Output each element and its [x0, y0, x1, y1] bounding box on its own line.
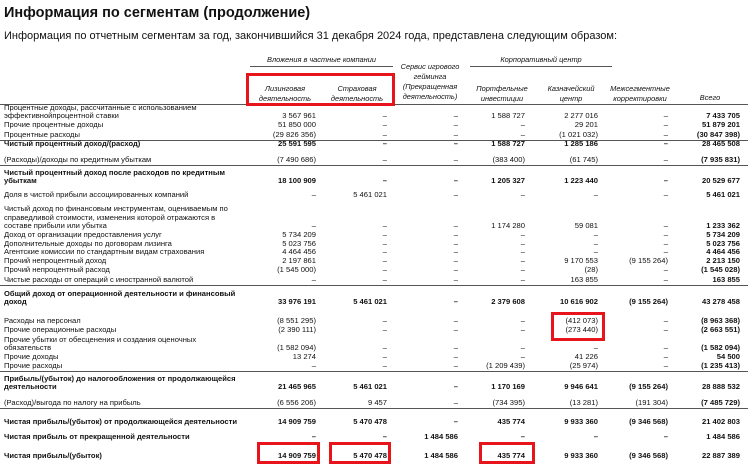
- cell-portfolio: –: [520, 256, 525, 266]
- cell-total: (7 485 729): [701, 398, 740, 408]
- cell-interseg: –: [663, 316, 668, 326]
- cell-portfolio: 435 774: [497, 451, 525, 461]
- cell-total: 28 888 532: [701, 382, 740, 392]
- cell-interseg: (191 304): [635, 398, 668, 408]
- row-label: Чистая прибыль/(убыток) от продолжающейся деятельности: [4, 417, 238, 427]
- cell-total: (1 235 413): [701, 361, 740, 371]
- cell-leasing: –: [311, 432, 316, 442]
- cell-portfolio: 1 588 727: [491, 139, 525, 149]
- page-subtitle: Информация по отчетным сегментам за год, закончившийся 31 декабря 2024 года, представлена следующим образом:: [4, 30, 618, 42]
- cell-total: (2 663 551): [701, 325, 740, 335]
- cell-gaming: –: [453, 382, 458, 392]
- cell-leasing: 5 023 756: [282, 239, 316, 249]
- cell-gaming: –: [453, 256, 458, 266]
- cell-treasury: –: [593, 432, 598, 442]
- cell-treasury: –: [593, 230, 598, 240]
- cell-interseg: –: [663, 130, 668, 140]
- cell-treasury: (273 440): [565, 325, 598, 335]
- cell-leasing: (7 490 686): [277, 155, 316, 165]
- cell-insurance: –: [382, 432, 387, 442]
- cell-total: 54 500: [716, 352, 740, 362]
- cell-interseg: –: [663, 343, 668, 353]
- cell-insurance: –: [382, 239, 387, 249]
- cell-total: 5 023 756: [706, 239, 740, 249]
- cell-leasing: 18 100 909: [277, 176, 316, 186]
- table-row: [0, 399, 748, 409]
- column-header-treasury: Казначейский центр: [547, 84, 595, 103]
- cell-gaming: –: [453, 111, 458, 121]
- highlight-box-net-profit-portfolio: [479, 442, 535, 464]
- cell-insurance: –: [382, 247, 387, 257]
- column-header-total: Всего: [699, 93, 721, 102]
- table-row: [0, 201, 748, 231]
- cell-gaming: –: [453, 239, 458, 249]
- cell-leasing: (1 582 094): [277, 343, 316, 353]
- cell-interseg: –: [663, 120, 668, 130]
- highlight-box-net-profit-leasing: [257, 442, 320, 464]
- cell-leasing: (6 556 206): [277, 398, 316, 408]
- cell-portfolio: –: [520, 316, 525, 326]
- row-label: Чистая прибыль от прекращенной деятельности: [4, 432, 190, 442]
- cell-total: 1 484 586: [706, 432, 740, 442]
- row-label: Общий доход от операционной деятельности и финансовый доход: [4, 288, 238, 307]
- table-row: [0, 433, 748, 442]
- cell-total: (7 935 831): [701, 155, 740, 165]
- column-header-gaming: Сервис игрового гейминга (Прекращенная деятельность): [400, 62, 460, 101]
- row-label: Прочие операционные расходы: [4, 325, 117, 335]
- cell-treasury: 9 946 641: [564, 382, 598, 392]
- cell-leasing: 2 197 861: [282, 256, 316, 266]
- cell-interseg: –: [663, 352, 668, 362]
- cell-treasury: (1 021 032): [559, 130, 598, 140]
- cell-portfolio: –: [520, 432, 525, 442]
- row-label: Прочие расходы: [4, 361, 63, 371]
- row-label: Расходы на персонал: [4, 316, 81, 326]
- cell-treasury: 1 223 440: [564, 176, 598, 186]
- page-title: Информация по сегментам (продолжение): [4, 5, 311, 21]
- cell-interseg: –: [663, 432, 668, 442]
- table-row: [0, 362, 748, 372]
- cell-insurance: –: [382, 343, 387, 353]
- cell-treasury: 29 201: [574, 120, 598, 130]
- cell-interseg: –: [663, 155, 668, 165]
- cell-treasury: –: [593, 190, 598, 200]
- cell-insurance: –: [382, 352, 387, 362]
- cell-treasury: (13 281): [569, 398, 598, 408]
- cell-total: 22 887 389: [701, 451, 740, 461]
- cell-treasury: (25 974): [569, 361, 598, 371]
- cell-gaming: –: [453, 352, 458, 362]
- cell-treasury: (28): [584, 265, 598, 275]
- cell-leasing: 14 909 759: [277, 417, 316, 427]
- cell-insurance: 5 461 021: [353, 190, 387, 200]
- cell-insurance: 5 470 478: [353, 417, 387, 427]
- cell-treasury: 2 277 016: [564, 111, 598, 121]
- cell-treasury: –: [593, 239, 598, 249]
- column-header-interseg: Межсегментные корректировки: [610, 84, 670, 103]
- cell-interseg: –: [663, 247, 668, 257]
- cell-interseg: –: [663, 221, 668, 231]
- table-row: [0, 409, 748, 427]
- row-label: Агентские комиссии по стандартным видам страхования: [4, 247, 205, 257]
- cell-total: (8 963 368): [701, 316, 740, 326]
- table-row: [0, 375, 748, 392]
- cell-total: 163 855: [712, 275, 740, 285]
- group-header-corporate: Корпоративный центр: [470, 55, 612, 67]
- table-row: [0, 121, 748, 130]
- column-header-leasing: Лизинговая деятельность: [258, 84, 312, 103]
- cell-portfolio: –: [520, 230, 525, 240]
- row-label: Чистый процентный доход/(расход): [4, 139, 141, 149]
- cell-leasing: 21 465 965: [277, 382, 316, 392]
- cell-portfolio: 435 774: [497, 417, 525, 427]
- cell-gaming: –: [453, 247, 458, 257]
- cell-interseg: (9 346 568): [629, 417, 668, 427]
- column-header-portfolio: Портфельные инвестиции: [476, 84, 528, 103]
- cell-total: 20 529 677: [701, 176, 740, 186]
- cell-leasing: –: [311, 190, 316, 200]
- group-header-private: Вложения в частные компании: [250, 55, 393, 67]
- cell-treasury: 163 855: [570, 275, 598, 285]
- cell-total: (1 545 028): [701, 265, 740, 275]
- cell-insurance: 5 461 021: [353, 297, 387, 307]
- cell-treasury: –: [593, 247, 598, 257]
- cell-portfolio: –: [520, 352, 525, 362]
- cell-treasury: 59 081: [574, 221, 598, 231]
- cell-leasing: 3 567 961: [282, 111, 316, 121]
- row-label: Прочий непроцентный доход: [4, 256, 107, 266]
- cell-gaming: –: [453, 120, 458, 130]
- cell-gaming: –: [453, 190, 458, 200]
- cell-treasury: (61 745): [569, 155, 598, 165]
- cell-portfolio: –: [520, 325, 525, 335]
- highlight-box-net-profit-insurance: [329, 442, 391, 464]
- row-label: Прочие процентные доходы: [4, 120, 104, 130]
- row-label: Прибыль/(убыток) до налогообложения от продолжающейся деятельности: [4, 373, 238, 392]
- cell-gaming: –: [453, 316, 458, 326]
- cell-gaming: –: [453, 130, 458, 140]
- cell-gaming: –: [453, 221, 458, 231]
- cell-gaming: –: [453, 230, 458, 240]
- cell-treasury: 9 933 360: [564, 451, 598, 461]
- cell-interseg: (9 155 264): [629, 297, 668, 307]
- row-label: Прочий непроцентный расход: [4, 265, 110, 275]
- cell-portfolio: –: [520, 275, 525, 285]
- cell-portfolio: –: [520, 190, 525, 200]
- cell-total: 7 433 705: [706, 111, 740, 121]
- cell-gaming: –: [453, 265, 458, 275]
- table-row: [0, 266, 748, 275]
- cell-insurance: –: [382, 325, 387, 335]
- cell-gaming: –: [453, 139, 458, 149]
- cell-portfolio: 1 588 727: [491, 111, 525, 121]
- cell-leasing: 14 909 759: [277, 451, 316, 461]
- cell-gaming: 1 484 586: [424, 432, 458, 442]
- cell-leasing: 33 976 191: [277, 297, 316, 307]
- row-label: Прочие доходы: [4, 352, 59, 362]
- row-label: Чистая прибыль/(убыток): [4, 451, 102, 461]
- cell-insurance: –: [382, 176, 387, 186]
- cell-gaming: –: [453, 275, 458, 285]
- cell-gaming: 1 484 586: [424, 451, 458, 461]
- cell-interseg: –: [663, 325, 668, 335]
- cell-interseg: –: [663, 239, 668, 249]
- table-row: [0, 353, 748, 362]
- cell-insurance: –: [382, 256, 387, 266]
- cell-total: 5 734 209: [706, 230, 740, 240]
- row-label: Прочие убытки от обесценения и создания оценочных обязательств: [4, 334, 199, 353]
- cell-interseg: –: [663, 176, 668, 186]
- cell-portfolio: –: [520, 343, 525, 353]
- cell-gaming: –: [453, 417, 458, 427]
- cell-portfolio: 1 170 169: [491, 382, 525, 392]
- cell-leasing: (2 390 111): [278, 325, 316, 335]
- table-row: [0, 191, 748, 200]
- cell-treasury: 1 285 186: [564, 139, 598, 149]
- cell-total: 1 233 362: [706, 221, 740, 231]
- cell-interseg: –: [663, 275, 668, 285]
- row-label: Доход от организации предоставления услуг: [4, 230, 162, 240]
- cell-insurance: –: [382, 130, 387, 140]
- cell-interseg: –: [663, 361, 668, 371]
- cell-gaming: –: [453, 325, 458, 335]
- cell-leasing: (8 551 295): [277, 316, 316, 326]
- cell-treasury: –: [593, 343, 598, 353]
- cell-treasury: 9 170 553: [564, 256, 598, 266]
- table-row: [0, 335, 748, 353]
- cell-insurance: –: [382, 361, 387, 371]
- cell-leasing: –: [311, 275, 316, 285]
- cell-insurance: –: [382, 230, 387, 240]
- row-label: Чистые расходы от операций с иностранной валютой: [4, 275, 194, 285]
- cell-treasury: 10 616 902: [559, 297, 598, 307]
- cell-treasury: (412 073): [565, 316, 598, 326]
- cell-total: 5 461 021: [706, 190, 740, 200]
- cell-total: (30 847 398): [696, 130, 740, 140]
- cell-interseg: –: [663, 139, 668, 149]
- table-row: [0, 140, 748, 149]
- cell-interseg: –: [663, 111, 668, 121]
- cell-interseg: (9 346 568): [629, 451, 668, 461]
- cell-insurance: –: [382, 221, 387, 231]
- cell-gaming: –: [453, 343, 458, 353]
- cell-insurance: –: [382, 275, 387, 285]
- cell-insurance: –: [382, 265, 387, 275]
- row-label: Процентные расходы: [4, 130, 80, 140]
- cell-insurance: –: [382, 155, 387, 165]
- cell-total: 51 879 201: [701, 120, 740, 130]
- cell-portfolio: (1 209 439): [486, 361, 525, 371]
- cell-leasing: –: [311, 361, 316, 371]
- row-label: Чистый процентный доход после расходов по кредитным убыткам: [4, 167, 228, 186]
- cell-insurance: –: [382, 139, 387, 149]
- cell-portfolio: 1 174 280: [491, 221, 525, 231]
- cell-total: 21 402 803: [701, 417, 740, 427]
- cell-portfolio: –: [520, 120, 525, 130]
- cell-total: 28 465 508: [701, 139, 740, 149]
- cell-gaming: –: [453, 361, 458, 371]
- cell-total: 2 213 150: [706, 256, 740, 266]
- column-header-insurance: Страховая деятельность: [330, 84, 384, 103]
- cell-portfolio: (383 400): [492, 155, 525, 165]
- cell-leasing: 51 850 000: [277, 120, 316, 130]
- table-row: [0, 276, 748, 286]
- cell-interseg: –: [663, 230, 668, 240]
- cell-treasury: 41 226: [574, 352, 598, 362]
- cell-portfolio: 1 205 327: [491, 176, 525, 186]
- table-row: [0, 156, 748, 166]
- cell-leasing: (29 826 356): [272, 130, 316, 140]
- cell-insurance: 9 457: [367, 398, 387, 408]
- cell-insurance: 5 470 478: [353, 451, 387, 461]
- cell-insurance: –: [382, 120, 387, 130]
- row-label: Чистый доход по финансовым инструментам, оцениваемым по справедливой стоимости, изменения которой отражаются в составе прибыли или убытка: [4, 204, 231, 231]
- table-row: [0, 326, 748, 335]
- cell-leasing: (1 545 000): [277, 265, 316, 275]
- cell-gaming: –: [453, 176, 458, 186]
- cell-gaming: –: [453, 398, 458, 408]
- table-row: [0, 257, 748, 266]
- cell-interseg: –: [663, 265, 668, 275]
- row-label: (Расход)/выгода по налогу на прибыль: [4, 398, 141, 408]
- cell-portfolio: 2 379 608: [491, 297, 525, 307]
- cell-total: (1 582 094): [701, 343, 740, 353]
- cell-leasing: 4 464 456: [282, 247, 316, 257]
- table-row: [0, 169, 748, 186]
- cell-portfolio: (734 395): [492, 398, 525, 408]
- cell-portfolio: –: [520, 239, 525, 249]
- cell-leasing: 13 274: [292, 352, 316, 362]
- row-label: (Расходы)/доходы по кредитным убыткам: [4, 155, 152, 165]
- cell-portfolio: –: [520, 130, 525, 140]
- cell-insurance: –: [382, 111, 387, 121]
- cell-treasury: 9 933 360: [564, 417, 598, 427]
- cell-interseg: (9 155 264): [629, 382, 668, 392]
- cell-portfolio: –: [520, 247, 525, 257]
- cell-interseg: (9 155 264): [629, 256, 668, 266]
- row-label: Дополнительные доходы по договорам лизинга: [4, 239, 172, 249]
- table-row: [0, 290, 748, 307]
- row-label: Процентные доходы, рассчитанные с использованием эффективнойпроцентной ставки: [4, 102, 199, 121]
- cell-interseg: –: [663, 190, 668, 200]
- cell-total: 43 278 458: [701, 297, 740, 307]
- highlight-box-header-leasing-insurance: [246, 73, 395, 106]
- cell-portfolio: –: [520, 265, 525, 275]
- cell-leasing: 5 734 209: [282, 230, 316, 240]
- cell-insurance: –: [382, 316, 387, 326]
- row-label: Доля в чистой прибыли ассоциированных компаний: [4, 190, 189, 200]
- highlight-box-treasury-expenses: [551, 312, 605, 341]
- cell-gaming: –: [453, 155, 458, 165]
- cell-gaming: –: [453, 297, 458, 307]
- cell-insurance: 5 461 021: [353, 382, 387, 392]
- cell-leasing: –: [311, 221, 316, 231]
- cell-leasing: 25 591 595: [277, 139, 316, 149]
- cell-total: 4 464 456: [706, 247, 740, 257]
